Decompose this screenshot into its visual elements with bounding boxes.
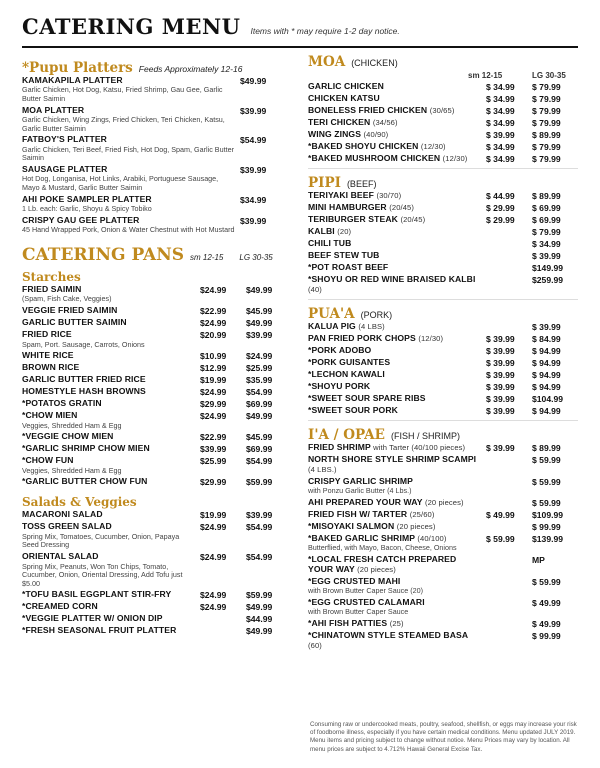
item-qty: (40) <box>308 284 322 294</box>
item-name: *CHOW FUN <box>22 455 74 466</box>
item-qty: (25/60) <box>409 509 435 519</box>
item-qty: with Tarter (40/100 pieces) <box>373 442 466 452</box>
item-price-sm: $ 39.99 <box>486 130 515 140</box>
item-qty: (20/45) <box>400 215 426 224</box>
item-price-sm: $ 29.99 <box>486 215 515 225</box>
item-name: VEGGIE FRIED SAIMIN <box>22 304 118 315</box>
item-qty: (20 pieces) <box>396 521 436 531</box>
item-price-lg: $ 49.99 <box>532 618 561 629</box>
item-name: *AHI FISH PATTIES (25) <box>308 617 404 628</box>
list-item <box>308 522 578 532</box>
item-price-sm: $29.99 <box>200 399 227 410</box>
item-price-lg: $ 69.99 <box>532 203 561 213</box>
list-item <box>22 318 292 328</box>
price-col-lg: LG 30-35 <box>532 71 566 80</box>
item-price-lg: $54.99 <box>246 552 273 563</box>
item-desc: Garlic Chicken, Teri Beef, Fried Fish, Hot Dog, Spam, Garlic Butter Saimin <box>22 144 234 163</box>
item-qty: (30/65) <box>429 106 455 115</box>
item-name: GARLIC CHICKEN <box>308 81 384 91</box>
list-item <box>308 619 578 629</box>
item-price-sm: $ 39.99 <box>486 442 515 453</box>
section-divider <box>308 299 578 300</box>
item-name: *SWEET SOUR SPARE RIBS <box>308 392 426 403</box>
left-column <box>22 54 292 652</box>
item-price-lg: $149.99 <box>532 263 564 273</box>
list-item <box>308 142 578 152</box>
item-desc: Garlic Chicken, Hot Dog, Katsu, Fried Shrimp, Gau Gee, Garlic Butter Saimin <box>22 85 223 104</box>
item-price-sm: $24.99 <box>200 411 227 422</box>
item-price-lg: $54.99 <box>246 387 273 398</box>
item-price-sm: $ 34.99 <box>486 142 515 152</box>
item-price-lg: $25.99 <box>246 363 273 374</box>
item-price-lg: $ 79.99 <box>532 227 561 237</box>
item-qty: (25) <box>389 618 404 628</box>
section-title: I'A / OPAE <box>308 426 385 443</box>
item-price-sm: $29.99 <box>200 477 227 488</box>
list-item <box>22 216 292 235</box>
item-name: BROWN RICE <box>22 362 80 373</box>
section-pipi <box>308 175 578 191</box>
item-desc: Butterflied, with Mayo, Bacon, Cheese, Onions <box>308 543 457 553</box>
item-name: *PORK ADOBO <box>308 344 372 355</box>
list-item <box>22 590 292 600</box>
item-name: *CHINATOWN STYLE STEAMED BASA (60) <box>308 629 468 650</box>
item-price-lg: MP <box>532 554 545 565</box>
item-price-sm: $20.99 <box>200 330 227 341</box>
list-item <box>308 239 578 249</box>
item-name: *CREAMED CORN <box>22 601 98 612</box>
list-item <box>308 334 578 344</box>
item-desc: 1 Lb. each: Garlic, Shoyu & Spicy Tobiko <box>22 204 152 213</box>
item-price-lg: $ 79.99 <box>532 94 561 104</box>
item-name: TOSS GREEN SALAD <box>22 521 112 532</box>
item-name: *EGG CRUSTED CALAMARI <box>308 596 425 607</box>
item-price-lg: $69.99 <box>246 399 273 410</box>
item-name: *TOFU BASIL EGGPLANT STIR-FRY <box>22 589 172 600</box>
item-price: $34.99 <box>240 194 267 205</box>
item-price: $39.99 <box>240 105 267 116</box>
section-title: PIPI <box>308 175 341 191</box>
item-desc: Garlic Chicken, Wing Zings, Fried Chicken, Teri Chicken, Katsu, Garlic Butter Saimin <box>22 115 225 133</box>
list-item <box>308 275 578 295</box>
item-price-sm: $22.99 <box>200 432 227 443</box>
list-item <box>22 106 292 134</box>
menu-columns <box>0 48 600 652</box>
item-price-lg: $39.99 <box>246 330 273 341</box>
list-item <box>308 477 578 496</box>
item-price-lg: $ 59.99 <box>532 576 561 587</box>
item-price-sm: $39.99 <box>200 444 227 455</box>
section-divider <box>308 420 578 421</box>
item-name: KALUA PIG (4 LBS) <box>308 320 385 331</box>
list-item <box>308 631 578 651</box>
item-name: CHILI TUB <box>308 238 352 248</box>
header-note: Items with * may require 1-2 day notice. <box>250 26 400 36</box>
item-name: NORTH SHORE STYLE SHRIMP SCAMPI (4 LBS.) <box>308 454 477 474</box>
item-name: *VEGGIE CHOW MIEN <box>22 431 114 442</box>
list-item <box>308 203 578 213</box>
list-item <box>308 263 578 273</box>
list-item <box>22 477 292 487</box>
item-name: *POT ROAST BEEF <box>308 262 389 272</box>
item-name: MINI HAMBURGER (20/45) <box>308 202 415 212</box>
item-price: $39.99 <box>240 215 267 226</box>
item-name: *BAKED GARLIC SHRIMP (40/100) <box>308 532 447 543</box>
item-name: *GARLIC BUTTER CHOW FUN <box>22 476 148 487</box>
page-header <box>0 0 600 43</box>
list-item <box>308 455 578 475</box>
item-name: TERI CHICKEN (34/56) <box>308 117 398 127</box>
section-subtitle: (CHICKEN) <box>351 58 398 68</box>
item-name: *BAKED MUSHROOM CHICKEN (12/30) <box>308 153 468 163</box>
list-item <box>308 346 578 356</box>
item-price-lg: $ 89.99 <box>532 130 561 140</box>
right-column <box>308 54 578 652</box>
list-item <box>22 285 292 304</box>
section-title: PUA'A <box>308 305 355 322</box>
item-name: WING ZINGS (40/90) <box>308 129 389 139</box>
list-item <box>22 444 292 454</box>
item-qty: (40/100) <box>417 533 447 543</box>
item-qty: (30/70) <box>376 191 402 200</box>
list-item <box>22 510 292 520</box>
item-price-lg: $59.99 <box>246 590 273 601</box>
item-name: AHI PREPARED YOUR WAY (20 pieces) <box>308 496 464 507</box>
item-price-lg: $49.99 <box>246 284 273 295</box>
list-item <box>308 215 578 225</box>
price-col-sm: sm 12-15 <box>468 71 503 80</box>
item-price-lg: $49.99 <box>246 411 273 422</box>
item-desc: with Brown Butter Caper Sauce <box>308 607 409 617</box>
item-name: PAN FRIED PORK CHOPS (12/30) <box>308 332 444 343</box>
item-price-sm: $12.99 <box>200 363 227 374</box>
item-price-sm: $ 34.99 <box>486 154 515 164</box>
item-name: *LOCAL FRESH CATCH PREPARED YOUR WAY (20 pieces) <box>308 553 457 574</box>
price-column-headers <box>308 71 578 80</box>
item-desc: with Brown Butter Caper Sauce (20) <box>308 586 424 596</box>
item-price-sm: $ 49.99 <box>486 509 515 520</box>
list-item <box>22 399 292 409</box>
item-name: BEEF STEW TUB <box>308 250 380 260</box>
list-item <box>22 522 292 550</box>
item-price-sm: $19.99 <box>200 510 227 521</box>
list-item <box>308 94 578 104</box>
item-name: *SWEET SOUR PORK <box>308 404 398 415</box>
item-qty: (34/56) <box>372 118 398 127</box>
list-item <box>22 432 292 442</box>
list-item <box>22 135 292 163</box>
item-name: *EGG CRUSTED MAHI <box>308 575 401 586</box>
item-price-sm: $24.99 <box>200 522 227 533</box>
item-price-lg: $45.99 <box>246 432 273 443</box>
item-price-sm: $ 39.99 <box>486 369 515 380</box>
item-name: CHICKEN KATSU <box>308 93 380 103</box>
item-price-sm: $ 34.99 <box>486 94 515 104</box>
list-item <box>22 626 292 636</box>
item-qty: (20) <box>337 227 352 236</box>
item-price-lg: $ 59.99 <box>532 455 561 466</box>
item-desc: (Spam, Fish Cake, Veggies) <box>22 294 112 304</box>
item-price-lg: $ 94.99 <box>532 381 561 392</box>
item-desc: with Ponzu Garlic Butter (4 Lbs.) <box>308 486 412 496</box>
item-price-sm: $19.99 <box>200 375 227 386</box>
item-price-lg: $39.99 <box>246 510 273 521</box>
price-col-lg: LG 30-35 <box>239 252 273 262</box>
item-price-sm: $ 39.99 <box>486 405 515 416</box>
section-title: MOA <box>308 54 346 70</box>
item-name: KAMAKAPILA PLATTER <box>22 75 123 85</box>
item-price-lg: $ 69.99 <box>532 215 561 225</box>
item-price-lg: $ 79.99 <box>532 82 561 92</box>
item-name: FRIED FISH W/ TARTER (25/60) <box>308 508 435 519</box>
item-price-sm: $24.99 <box>200 590 227 601</box>
list-item <box>22 165 292 193</box>
item-qty: (4 LBS.) <box>308 465 337 474</box>
subsection-salads-veggies: Salads & Veggies <box>22 495 137 510</box>
item-name: FATBOY'S PLATTER <box>22 134 107 145</box>
item-qty: (12/30) <box>418 333 444 343</box>
item-name: SAUSAGE PLATTER <box>22 163 108 174</box>
list-item <box>308 191 578 201</box>
item-price-lg: $ 99.99 <box>532 521 561 532</box>
section-ia-opae <box>308 427 578 443</box>
item-price-lg: $ 79.99 <box>532 142 561 152</box>
item-price-lg: $ 59.99 <box>532 497 561 508</box>
item-price-lg: $139.99 <box>532 533 564 544</box>
list-item <box>22 614 292 624</box>
item-price-lg: $54.99 <box>246 522 273 533</box>
item-price-lg: $ 94.99 <box>532 345 561 356</box>
section-catering-pans <box>22 245 292 265</box>
item-price-sm: $ 39.99 <box>486 357 515 368</box>
item-price-sm: $ 29.99 <box>486 203 515 213</box>
item-name: *FRESH SEASONAL FRUIT PLATTER <box>22 625 177 636</box>
item-price-lg: $ 34.99 <box>532 239 561 249</box>
item-price-lg: $35.99 <box>246 375 273 386</box>
item-price-sm: $ 39.99 <box>486 381 515 392</box>
item-price-sm: $ 34.99 <box>486 106 515 116</box>
item-price-lg: $ 89.99 <box>532 442 561 453</box>
section-puaa <box>308 306 578 322</box>
item-name: *CHOW MIEN <box>22 410 78 421</box>
disclaimer-text: Consuming raw or undercooked meats, poultry, seafood, shellfish, or eggs may increase your risk of foodborne illness, especially if you have certain medical conditions. Menu updated JULY 2019. Menu items and pricing subject to change without notice. Menu Prices may vary by location. All menu prices are subject to 4.712% Hawaii General Excise Tax. <box>310 720 577 753</box>
section-title: *Pupu Platters <box>22 60 133 76</box>
item-name: HOMESTYLE HASH BROWNS <box>22 386 146 397</box>
item-desc: Veggies, Shredded Ham & Egg <box>22 465 122 475</box>
item-name: MOA PLATTER <box>22 104 85 115</box>
list-item <box>308 251 578 261</box>
item-price-sm: $24.99 <box>200 387 227 398</box>
section-title: CATERING PANS <box>22 244 185 265</box>
item-price-lg: $ 79.99 <box>532 154 561 164</box>
item-price: $49.99 <box>240 76 267 86</box>
section-subtitle: (BEEF) <box>346 179 377 189</box>
item-price-lg: $ 39.99 <box>532 251 561 261</box>
section-divider <box>308 168 578 169</box>
item-qty: (40/90) <box>363 130 389 139</box>
section-subtitle: (PORK) <box>360 309 393 320</box>
list-item <box>308 322 578 332</box>
item-price-lg: $109.99 <box>532 509 564 520</box>
item-name: BONELESS FRIED CHICKEN (30/65) <box>308 105 455 115</box>
list-item <box>308 406 578 416</box>
item-price-sm: $25.99 <box>200 456 227 467</box>
list-item <box>308 130 578 140</box>
item-name: CRISPY GAU GEE PLATTER <box>22 214 140 225</box>
list-item <box>308 498 578 508</box>
item-name: AHI POKE SAMPLER PLATTER <box>22 193 152 204</box>
item-price-sm: $ 59.99 <box>486 533 515 544</box>
item-price-sm: $ 39.99 <box>486 345 515 356</box>
item-price-lg: $259.99 <box>532 275 564 285</box>
item-desc: Spring Mix, Tomatoes, Cucumber, Onion, Papaya Seed Dressing <box>22 531 180 550</box>
item-name: WHITE RICE <box>22 350 74 361</box>
item-name: GARLIC BUTTER FRIED RICE <box>22 374 146 385</box>
item-price-lg: $ 99.99 <box>532 630 561 641</box>
item-price-lg: $49.99 <box>246 602 273 613</box>
list-item <box>22 411 292 430</box>
item-desc: Spam, Port. Sausage, Carrots, Onions <box>22 339 145 349</box>
list-item <box>22 306 292 316</box>
list-item <box>308 118 578 128</box>
item-name: GARLIC BUTTER SAIMIN <box>22 317 127 328</box>
list-item <box>308 555 578 575</box>
item-qty: (12/30) <box>420 142 446 151</box>
item-desc: 45 Hand Wrapped Pork, Onion & Water Chestnut with Hot Mustard <box>22 225 235 235</box>
list-item <box>22 456 292 475</box>
list-item <box>308 394 578 404</box>
item-name: *GARLIC SHRIMP CHOW MIEN <box>22 443 150 454</box>
item-price-sm: $ 39.99 <box>486 333 515 344</box>
list-item <box>308 534 578 553</box>
item-name: *PORK GUISANTES <box>308 356 391 367</box>
item-price-lg: $24.99 <box>246 351 273 362</box>
item-name: TERIBURGER STEAK (20/45) <box>308 214 426 224</box>
item-price-lg: $59.99 <box>246 477 273 488</box>
item-price-sm: $24.99 <box>200 284 227 295</box>
list-item <box>22 363 292 373</box>
item-price-lg: $ 89.99 <box>532 191 561 201</box>
item-price-lg: $ 79.99 <box>532 118 561 128</box>
list-item <box>22 552 292 588</box>
item-qty: (20 pieces) <box>424 497 464 507</box>
list-item <box>308 154 578 164</box>
item-price-lg: $ 79.99 <box>532 106 561 116</box>
item-price: $54.99 <box>240 135 267 146</box>
item-name: *VEGGIE PLATTER W/ ONION DIP <box>22 613 163 624</box>
item-name: *LECHON KAWALI <box>308 368 385 379</box>
list-item <box>308 510 578 520</box>
item-qty: (4 LBS) <box>358 321 385 331</box>
section-subtitle: Feeds Approximately 12-16 <box>138 64 243 74</box>
item-qty: (60) <box>308 640 322 650</box>
item-name: *MISOYAKI SALMON (20 pieces) <box>308 520 436 531</box>
item-price-lg: $44.99 <box>246 614 273 625</box>
item-price-lg: $49.99 <box>246 318 273 329</box>
item-price-lg: $45.99 <box>246 305 273 316</box>
list-item <box>22 602 292 612</box>
item-name: MACARONI SALAD <box>22 509 103 520</box>
item-desc: Spring Mix, Peanuts, Won Ton Chips, Tomato, Cucumber, Onion, Oriental Dressing, Add Tofu just $5.00 <box>22 561 183 588</box>
list-item <box>308 577 578 596</box>
item-name: TERIYAKI BEEF (30/70) <box>308 190 402 200</box>
item-qty: (20 pieces) <box>357 564 396 574</box>
item-desc: Hot Dog, Longanisa, Hot Links, Arabiki, Portuguese Sausage, Mayo & Mustard, Garlic Butter Saimin <box>22 174 219 192</box>
item-name: CRISPY GARLIC SHRIMP <box>308 475 413 486</box>
item-name: *BAKED SHOYU CHICKEN (12/30) <box>308 141 446 151</box>
item-price-sm: $ 34.99 <box>486 118 515 128</box>
item-qty: (12/30) <box>442 154 468 163</box>
page-title: CATERING MENU <box>22 14 241 39</box>
item-price-lg: $ 94.99 <box>532 405 561 416</box>
item-price-sm: $10.99 <box>200 351 227 362</box>
item-price-lg: $ 94.99 <box>532 369 561 380</box>
item-name: *POTATOS GRATIN <box>22 398 102 409</box>
list-item <box>308 382 578 392</box>
list-item <box>22 76 292 104</box>
item-price-lg: $ 49.99 <box>532 597 561 608</box>
list-item <box>22 387 292 397</box>
subsection-starches: Starches <box>22 269 81 284</box>
item-price-sm: $24.99 <box>200 552 227 563</box>
item-price-lg: $54.99 <box>246 456 273 467</box>
item-name: FRIED SAIMIN <box>22 283 82 294</box>
item-name: *SHOYU OR RED WINE BRAISED KALBI (40) <box>308 274 476 294</box>
item-price: $39.99 <box>240 164 267 175</box>
list-item <box>22 195 292 214</box>
item-price-lg: $ 94.99 <box>532 357 561 368</box>
section-subtitle: (FISH / SHRIMP) <box>390 430 460 441</box>
item-price-sm: $ 39.99 <box>486 393 515 404</box>
item-price-lg: $49.99 <box>246 626 273 637</box>
item-price-sm: $24.99 <box>200 602 227 613</box>
list-item <box>22 330 292 349</box>
item-price-lg: $69.99 <box>246 444 273 455</box>
list-item <box>22 351 292 361</box>
item-name: KALBI (20) <box>308 226 352 236</box>
item-name: ORIENTAL SALAD <box>22 551 99 562</box>
item-name: FRIED SHRIMP with Tarter (40/100 pieces) <box>308 441 466 452</box>
list-item <box>308 598 578 617</box>
item-price-sm: $ 44.99 <box>486 191 515 201</box>
item-name: *SHOYU PORK <box>308 380 371 391</box>
section-moa <box>308 54 578 70</box>
item-price-sm: $24.99 <box>200 318 227 329</box>
item-desc: Veggies, Shredded Ham & Egg <box>22 420 122 430</box>
item-price-lg: $ 84.99 <box>532 333 561 344</box>
list-item <box>308 443 578 453</box>
item-price-lg: $ 59.99 <box>532 476 561 487</box>
list-item <box>308 358 578 368</box>
item-price-lg: $104.99 <box>532 393 564 404</box>
item-price-lg: $ 39.99 <box>532 321 561 332</box>
list-item <box>308 82 578 92</box>
price-col-sm: sm 12-15 <box>190 252 224 262</box>
section-pupu-platters <box>22 60 292 76</box>
item-qty: (20/45) <box>389 203 415 212</box>
list-item <box>22 375 292 385</box>
item-name: FRIED RICE <box>22 329 72 340</box>
item-price-sm: $22.99 <box>200 305 227 316</box>
item-price-sm: $ 34.99 <box>486 82 515 92</box>
list-item <box>308 227 578 237</box>
list-item <box>308 106 578 116</box>
list-item <box>308 370 578 380</box>
